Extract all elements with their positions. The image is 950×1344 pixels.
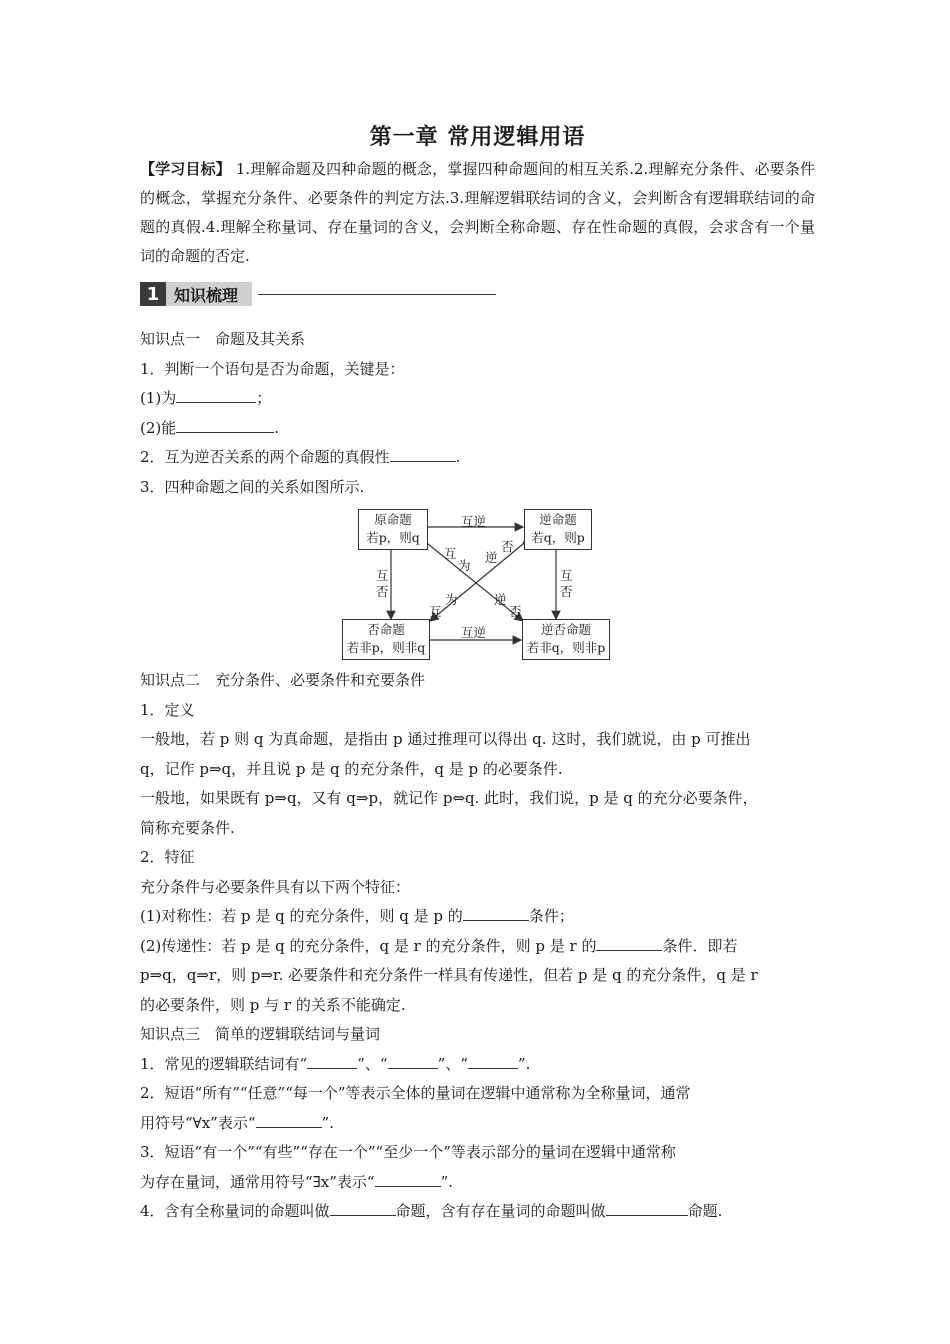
section-divider [258, 294, 496, 295]
cross-label: 否 [509, 604, 522, 619]
answer-blank [256, 1113, 322, 1128]
chapter-title: 第一章 常用逻辑用语 [369, 125, 586, 150]
kp3-item2-line1: 2．短语“所有”“任意”“每一个”等表示全体的量词在逻辑中通常称为全称量词，通常 [140, 1084, 691, 1102]
kp2-def-p2a: 一般地，如果既有 p⇒q，又有 q⇒p，就记作 p⇔q. 此时，我们说，p 是 q 的充分必要条件， [140, 789, 758, 807]
document-page [140, 120, 815, 1227]
kp2-def-p1b: q，记作 p⇒q，并且说 p 是 q 的充分条件，q 是 p 的必要条件. [140, 759, 563, 778]
kp1-item3: 3．四种命题之间的关系如图所示. [140, 477, 365, 496]
kp2-feat1: (1)对称性：若 p 是 q 的充分条件，则 q 是 p 的 条件； [140, 907, 574, 925]
kp3-item2-line2: 用符号“∀x”表示“ ”. [140, 1113, 334, 1132]
objectives-label: 【学习目标】 [140, 160, 231, 178]
kp2-def-p2b: 简称充要条件. [140, 818, 235, 837]
answer-blank [176, 418, 274, 433]
contrapositive-box: 逆否命题 若非q，则非p [522, 619, 610, 660]
inverse-proposition-box: 否命题 若非p，则非q [342, 619, 430, 660]
answer-blank [606, 1201, 688, 1216]
kp1-item2: 2．互为逆否关系的两个命题的真假性 . [140, 448, 461, 466]
cross-label: 为 [445, 592, 458, 607]
kp2-feat2-line3: 的必要条件，则 p 与 r 的关系不能确定. [140, 995, 406, 1014]
cross-label: 互 [444, 546, 457, 561]
right-relation-label-1: 互 [560, 568, 573, 583]
kp1-item1a: (1)为 ； [140, 389, 272, 407]
kp2-heading: 知识点二 充分条件、必要条件和充要条件 [140, 671, 426, 689]
objectives-text: 1.理解命题及四种命题的概念，掌握四种命题间的相互关系.2.理解充分条件、必要条件的概念，掌握充分条件、必要条件的判定方法.3.理解逻辑联结词的含义，会判断含有逻辑联结词的命题的真假.4.理解全称量词、存在量词的含义，会判断全称命题、存在性命题的真假，会求含有一个量词的命题的否定. [140, 160, 815, 265]
kp2-def-title: 1．定义 [140, 700, 195, 719]
right-relation-label-2: 否 [560, 584, 573, 599]
kp1-item1b: (2)能 . [140, 418, 280, 437]
answer-blank [463, 906, 529, 921]
cross-label: 为 [458, 558, 471, 573]
kp2-feat2: (2)传递性：若 p 是 q 的充分条件，q 是 r 的充分条件，则 p 是 r 的 条件．即若 [140, 936, 738, 955]
left-relation-label-1: 互 [376, 568, 389, 583]
answer-blank [388, 1054, 438, 1069]
cross-label: 逆 [494, 592, 507, 607]
kp3-heading: 知识点三 简单的逻辑联结词与量词 [140, 1025, 381, 1043]
learning-objectives [140, 155, 815, 271]
kp1-item1: 1．判断一个语句是否为命题，关键是： [140, 359, 405, 378]
top-relation-label: 互逆 [461, 514, 487, 529]
kp3-item3-line2: 为存在量词，通常用符号“∃x”表示“ ”. [140, 1172, 454, 1191]
answer-blank [307, 1054, 357, 1069]
kp2-feat-intro: 充分条件与必要条件具有以下两个特征： [140, 877, 411, 896]
answer-blank [330, 1201, 396, 1216]
cross-label: 互 [429, 604, 442, 619]
kp2-def-p1a: 一般地，若 p 则 q 为真命题，是指由 p 通过推理可以得出 q. 这时，我们就说，由 p 可推出 [140, 730, 751, 748]
original-proposition-box: 原命题 若p，则q [358, 509, 428, 550]
cross-label: 逆 [485, 550, 498, 565]
kp3-item4: 4．含有全称量词的命题叫做 命题，含有存在量词的命题叫做 命题. [140, 1202, 723, 1220]
answer-blank [596, 936, 662, 951]
kp2-feat2-line2: p⇒q，q⇒r，则 p⇒r. 必要条件和充分条件一样具有传递性，但若 p 是 q 的充分条件，q 是 r [140, 966, 758, 984]
kp1-heading: 知识点一 命题及其关系 [140, 330, 306, 348]
cross-label: 否 [501, 539, 514, 554]
bottom-relation-label: 互逆 [461, 625, 487, 640]
kp3-item1: 1．常见的逻辑联结词有“ ”、“ ”、“ ”. [140, 1054, 531, 1073]
answer-blank [176, 388, 256, 403]
proposition-relation-diagram [140, 504, 815, 660]
answer-blank [390, 447, 456, 462]
kp3-item3-line1: 3．短语“有一个”“有些”“存在一个”“至少一个”等表示部分的量词在逻辑中通常称 [140, 1143, 676, 1161]
answer-blank [375, 1172, 441, 1187]
answer-blank [468, 1054, 518, 1069]
kp2-feat-title: 2．特征 [140, 848, 195, 866]
section-header [140, 281, 815, 307]
left-relation-label-2: 否 [376, 584, 389, 599]
section-number: 1 [140, 282, 166, 306]
section-title: 知识梳理 [166, 282, 252, 306]
converse-proposition-box: 逆命题 若q，则p [524, 509, 592, 550]
